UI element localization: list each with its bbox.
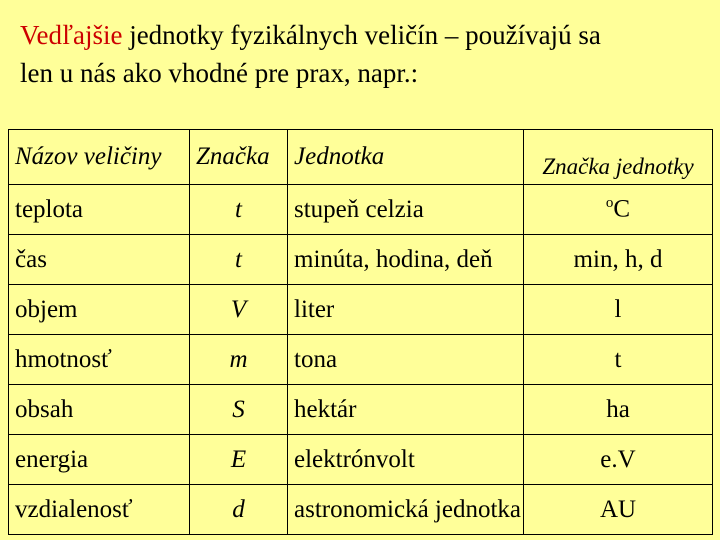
cell-unit: tona	[288, 335, 524, 385]
cell-unit: elektrónvolt	[288, 435, 524, 485]
table-row	[9, 235, 713, 285]
cell-quantity: obsah	[9, 385, 190, 435]
cell-symbol: m	[190, 335, 288, 385]
cell-quantity: hmotnosť	[9, 335, 190, 385]
unit-symbol-text: C	[613, 195, 631, 223]
cell-unit-symbol: t	[524, 335, 713, 385]
table-row	[9, 285, 713, 335]
cell-unit-symbol: e.V	[524, 435, 713, 485]
table-row	[9, 385, 713, 435]
cell-symbol: t	[190, 235, 288, 285]
cell-unit: hektár	[288, 385, 524, 435]
cell-quantity: teplota	[9, 185, 190, 235]
header-unit-symbol: Značka jednotky	[524, 130, 713, 185]
header-symbol: Značka	[190, 130, 288, 185]
cell-unit-symbol: ha	[524, 385, 713, 435]
cell-unit-symbol	[524, 185, 713, 235]
table-row	[9, 485, 713, 535]
table-row	[9, 435, 713, 485]
units-table	[8, 129, 713, 535]
title-line2: len u nás ako vhodné pre prax, napr.:	[20, 58, 419, 88]
cell-symbol: t	[190, 185, 288, 235]
table-row	[9, 335, 713, 385]
header-unit: Jednotka	[288, 130, 524, 185]
degree-superscript: o	[605, 195, 614, 212]
cell-unit-symbol: l	[524, 285, 713, 335]
cell-symbol: S	[190, 385, 288, 435]
table-row	[9, 185, 713, 235]
cell-symbol: E	[190, 435, 288, 485]
table-header-row	[9, 130, 713, 185]
cell-quantity: čas	[9, 235, 190, 285]
title-line1-rest: jednotky fyzikálnych veličín – používajú sa	[122, 20, 601, 50]
cell-unit: astronomická jednotka	[288, 485, 524, 535]
header-quantity-name: Názov veličiny	[9, 130, 190, 185]
cell-unit: minúta, hodina, deň	[288, 235, 524, 285]
cell-quantity: objem	[9, 285, 190, 335]
cell-symbol: d	[190, 485, 288, 535]
slide-title	[20, 16, 710, 92]
cell-quantity: vzdialenosť	[9, 485, 190, 535]
cell-unit-symbol: min, h, d	[524, 235, 713, 285]
cell-unit-symbol: AU	[524, 485, 713, 535]
cell-symbol: V	[190, 285, 288, 335]
cell-quantity: energia	[9, 435, 190, 485]
title-accent-word: Vedľajšie	[20, 20, 123, 50]
cell-unit: liter	[288, 285, 524, 335]
cell-unit: stupeň celzia	[288, 185, 524, 235]
